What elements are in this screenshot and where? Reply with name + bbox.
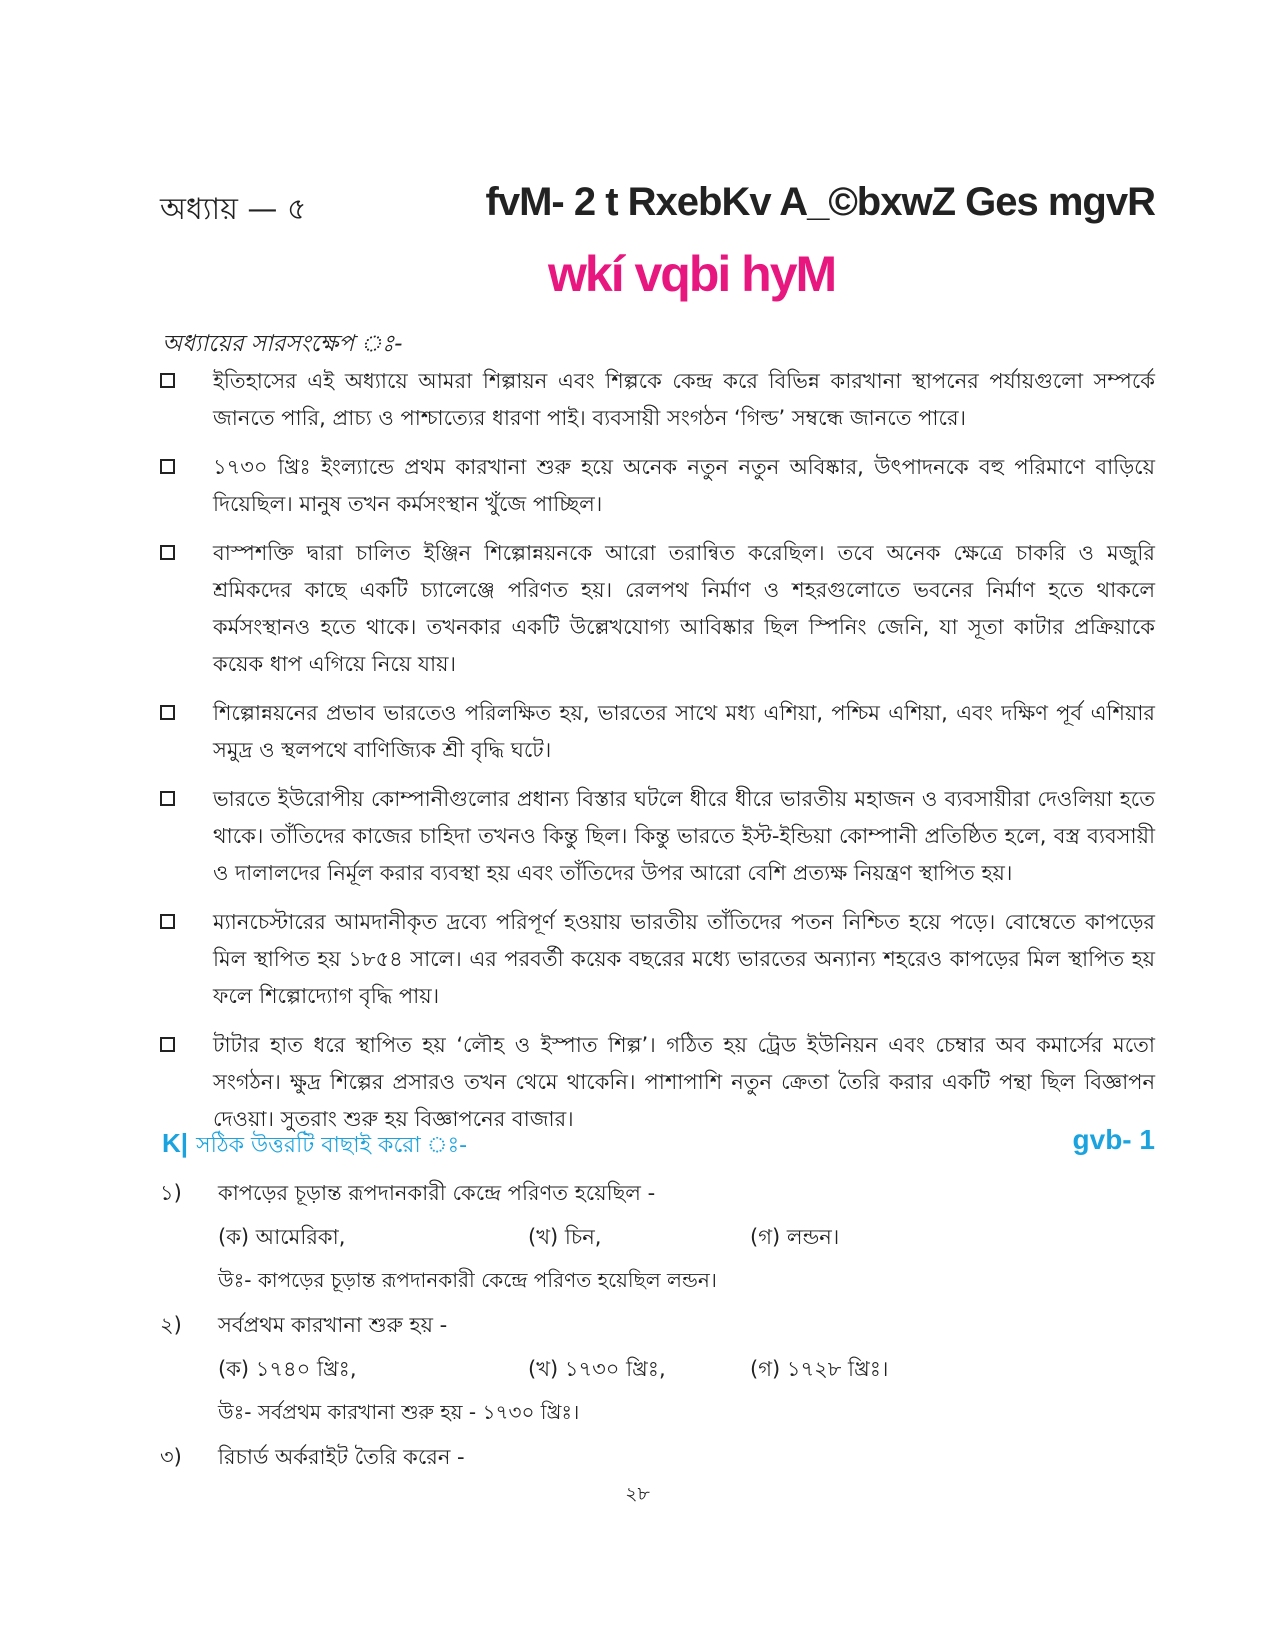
bullet-text: টাটার হাত ধরে স্থাপিত হয় ‘লৌহ ও ইস্পাত শিল্প’। গঠিত হয় ট্রেড ইউনিয়ন এবং চেম্বার অব কমার্সের মতো সংগঠন। ক্ষুদ্র শিল্পের প্রসারও তখন থেমে থাকেনি। পাশাপাশি নতুন ক্রেতা তৈরি করার একটি পন্থা ছিল বিজ্ঞাপন দেওয়া। সুতরাং শুরু হয় বিজ্ঞাপনের বাজার। — [213, 1033, 1155, 1131]
checkbox-bullet-icon — [160, 373, 175, 388]
question-options — [160, 1348, 1155, 1392]
list-item — [160, 449, 1155, 523]
option-b: (খ) চিন, — [528, 1224, 602, 1249]
section-marks: gvb- 1 — [1072, 1124, 1155, 1155]
list-item — [160, 363, 1155, 437]
option-c: (গ) ১৭২৮ খ্রিঃ। — [750, 1356, 889, 1381]
chapter-subtitle: wkí vqbi hyM — [548, 246, 836, 302]
bullet-text: শিল্পোন্নয়নের প্রভাব ভারতেও পরিলক্ষিত হয়, ভারতের সাথে মধ্য এশিয়া, পশ্চিম এশিয়া, এবং দক্ষিণ পূর্ব এশিয়ার সমুদ্র ও স্থলপথে বাণিজ্যিক শ্রী বৃদ্ধি ঘটে। — [213, 701, 1155, 762]
list-item — [160, 904, 1155, 1015]
section-prefix: K| — [162, 1128, 189, 1158]
question-number: ১) — [160, 1180, 182, 1205]
option-a: (ক) ১৭৪০ খ্রিঃ, — [218, 1356, 357, 1381]
question — [160, 1172, 1155, 1216]
checkbox-bullet-icon — [160, 705, 175, 720]
answer-text: উঃ- কাপড়ের চূড়ান্ত রূপদানকারী কেন্দ্রে পরিণত হয়েছিল লন্ডন। — [218, 1267, 717, 1292]
checkbox-bullet-icon — [160, 1037, 175, 1052]
checkbox-bullet-icon — [160, 791, 175, 806]
bullet-text: ভারতে ইউরোপীয় কোম্পানীগুলোর প্রধান্য বিস্তার ঘটলে ধীরে ধীরে ভারতীয় মহাজন ও ব্যবসায়ীরা দেওলিয়া হতে থাকে। তাঁতিদের কাজের চাহিদা তখনও কিন্তু ছিল। কিন্তু ভারতে ইস্ট-ইন্ডিয়া কোম্পানী প্রতিষ্ঠিত হলে, বস্ত্র ব্যবসায়ী ও দালালদের নির্মূল করার ব্যবস্থা হয় এবং তাঁতিদের উপর আরো বেশি প্রত্যক্ষ নিয়ন্ত্রণ স্থাপিত হয়। — [213, 787, 1155, 885]
question-number: ২) — [160, 1312, 182, 1337]
summary-heading: অধ্যায়ের সারসংক্ষেপ ঃ- — [162, 331, 403, 357]
summary-list — [160, 363, 1155, 1150]
section-title-text: সঠিক উত্তরটি বাছাই করো ঃ- — [196, 1133, 468, 1158]
page-number: ২৮ — [625, 1483, 650, 1505]
question-text: সর্বপ্রথম কারখানা শুরু হয় - — [218, 1312, 448, 1337]
list-item — [160, 535, 1155, 683]
answer-text: উঃ- সর্বপ্রথম কারখানা শুরু হয় - ১৭৩০ খ্রিঃ। — [218, 1399, 580, 1424]
question — [160, 1436, 1155, 1480]
list-item — [160, 1027, 1155, 1138]
checkbox-bullet-icon — [160, 914, 175, 929]
checkbox-bullet-icon — [160, 459, 175, 474]
question-options — [160, 1216, 1155, 1260]
chapter-title: fvM- 2 t RxebKv A_©bxwZ Ges mgvR — [485, 180, 1155, 224]
list-item — [160, 695, 1155, 769]
chapter-label: অধ্যায় — ৫ — [160, 192, 307, 227]
list-item — [160, 781, 1155, 892]
checkbox-bullet-icon — [160, 545, 175, 560]
option-b: (খ) ১৭৩০ খ্রিঃ, — [528, 1356, 666, 1381]
question-number: ৩) — [160, 1444, 182, 1469]
option-a: (ক) আমেরিকা, — [218, 1224, 346, 1249]
bullet-text: বাস্পশক্তি দ্বারা চালিত ইঞ্জিন শিল্পোন্নয়নকে আরো তরান্বিত করেছিল। তবে অনেক ক্ষেত্রে চাকরি ও মজুরি শ্রমিকদের কাছে একটি চ্যালেঞ্জে পরিণত হয়। রেলপথ নির্মাণ ও শহরগুলোতে ভবনের নির্মাণ হতে থাকলে কর্মসংস্থানও হতে থাকে। তখনকার একটি উল্লেখযোগ্য আবিষ্কার ছিল স্পিনিং জেনি, যা সূতা কাটার প্রক্রিয়াকে কয়েক ধাপ এগিয়ে নিয়ে যায়। — [213, 541, 1155, 676]
section-title — [162, 1128, 467, 1165]
option-c: (গ) লন্ডন। — [750, 1224, 840, 1249]
bullet-text: ম্যানচেস্টারের আমদানীকৃত দ্রব্যে পরিপূর্ণ হওয়ায় ভারতীয় তাঁতিদের পতন নিশ্চিত হয়ে পড়ে। বোম্বেতে কাপড়ের মিল স্থাপিত হয় ১৮৫৪ সালে। এর পরবর্তী কয়েক বছরের মধ্যে ভারতের অন্যান্য শহরেও কাপড়ের মিল স্থাপিত হয় ফলে শিল্পোদ্যোগ বৃদ্ধি পায়। — [213, 910, 1155, 1008]
bullet-text: ১৭৩০ খ্রিঃ ইংল্যান্ডে প্রথম কারখানা শুরু হয়ে অনেক নতুন নতুন অবিষ্কার, উৎপাদনকে বহু পরিমাণে বাড়িয়ে দিয়েছিল। মানুষ তখন কর্মসংস্থান খুঁজে পাচ্ছিল। — [213, 455, 1155, 516]
question-list — [160, 1172, 1155, 1480]
bullet-text: ইতিহাসের এই অধ্যায়ে আমরা শিল্পায়ন এবং শিল্পকে কেন্দ্র করে বিভিন্ন কারখানা স্থাপনের পর্যায়গুলো সম্পর্কে জানতে পারি, প্রাচ্য ও পাশ্চাত্যের ধারণা পাই। ব্যবসায়ী সংগঠন ‘গিল্ড’ সম্বন্ধে জানতে পারে। — [213, 369, 1155, 430]
question-text: রিচার্ড অর্করাইট তৈরি করেন - — [218, 1444, 465, 1469]
question-text: কাপড়ের চূড়ান্ত রূপদানকারী কেন্দ্রে পরিণত হয়েছিল - — [218, 1180, 656, 1205]
question — [160, 1304, 1155, 1348]
